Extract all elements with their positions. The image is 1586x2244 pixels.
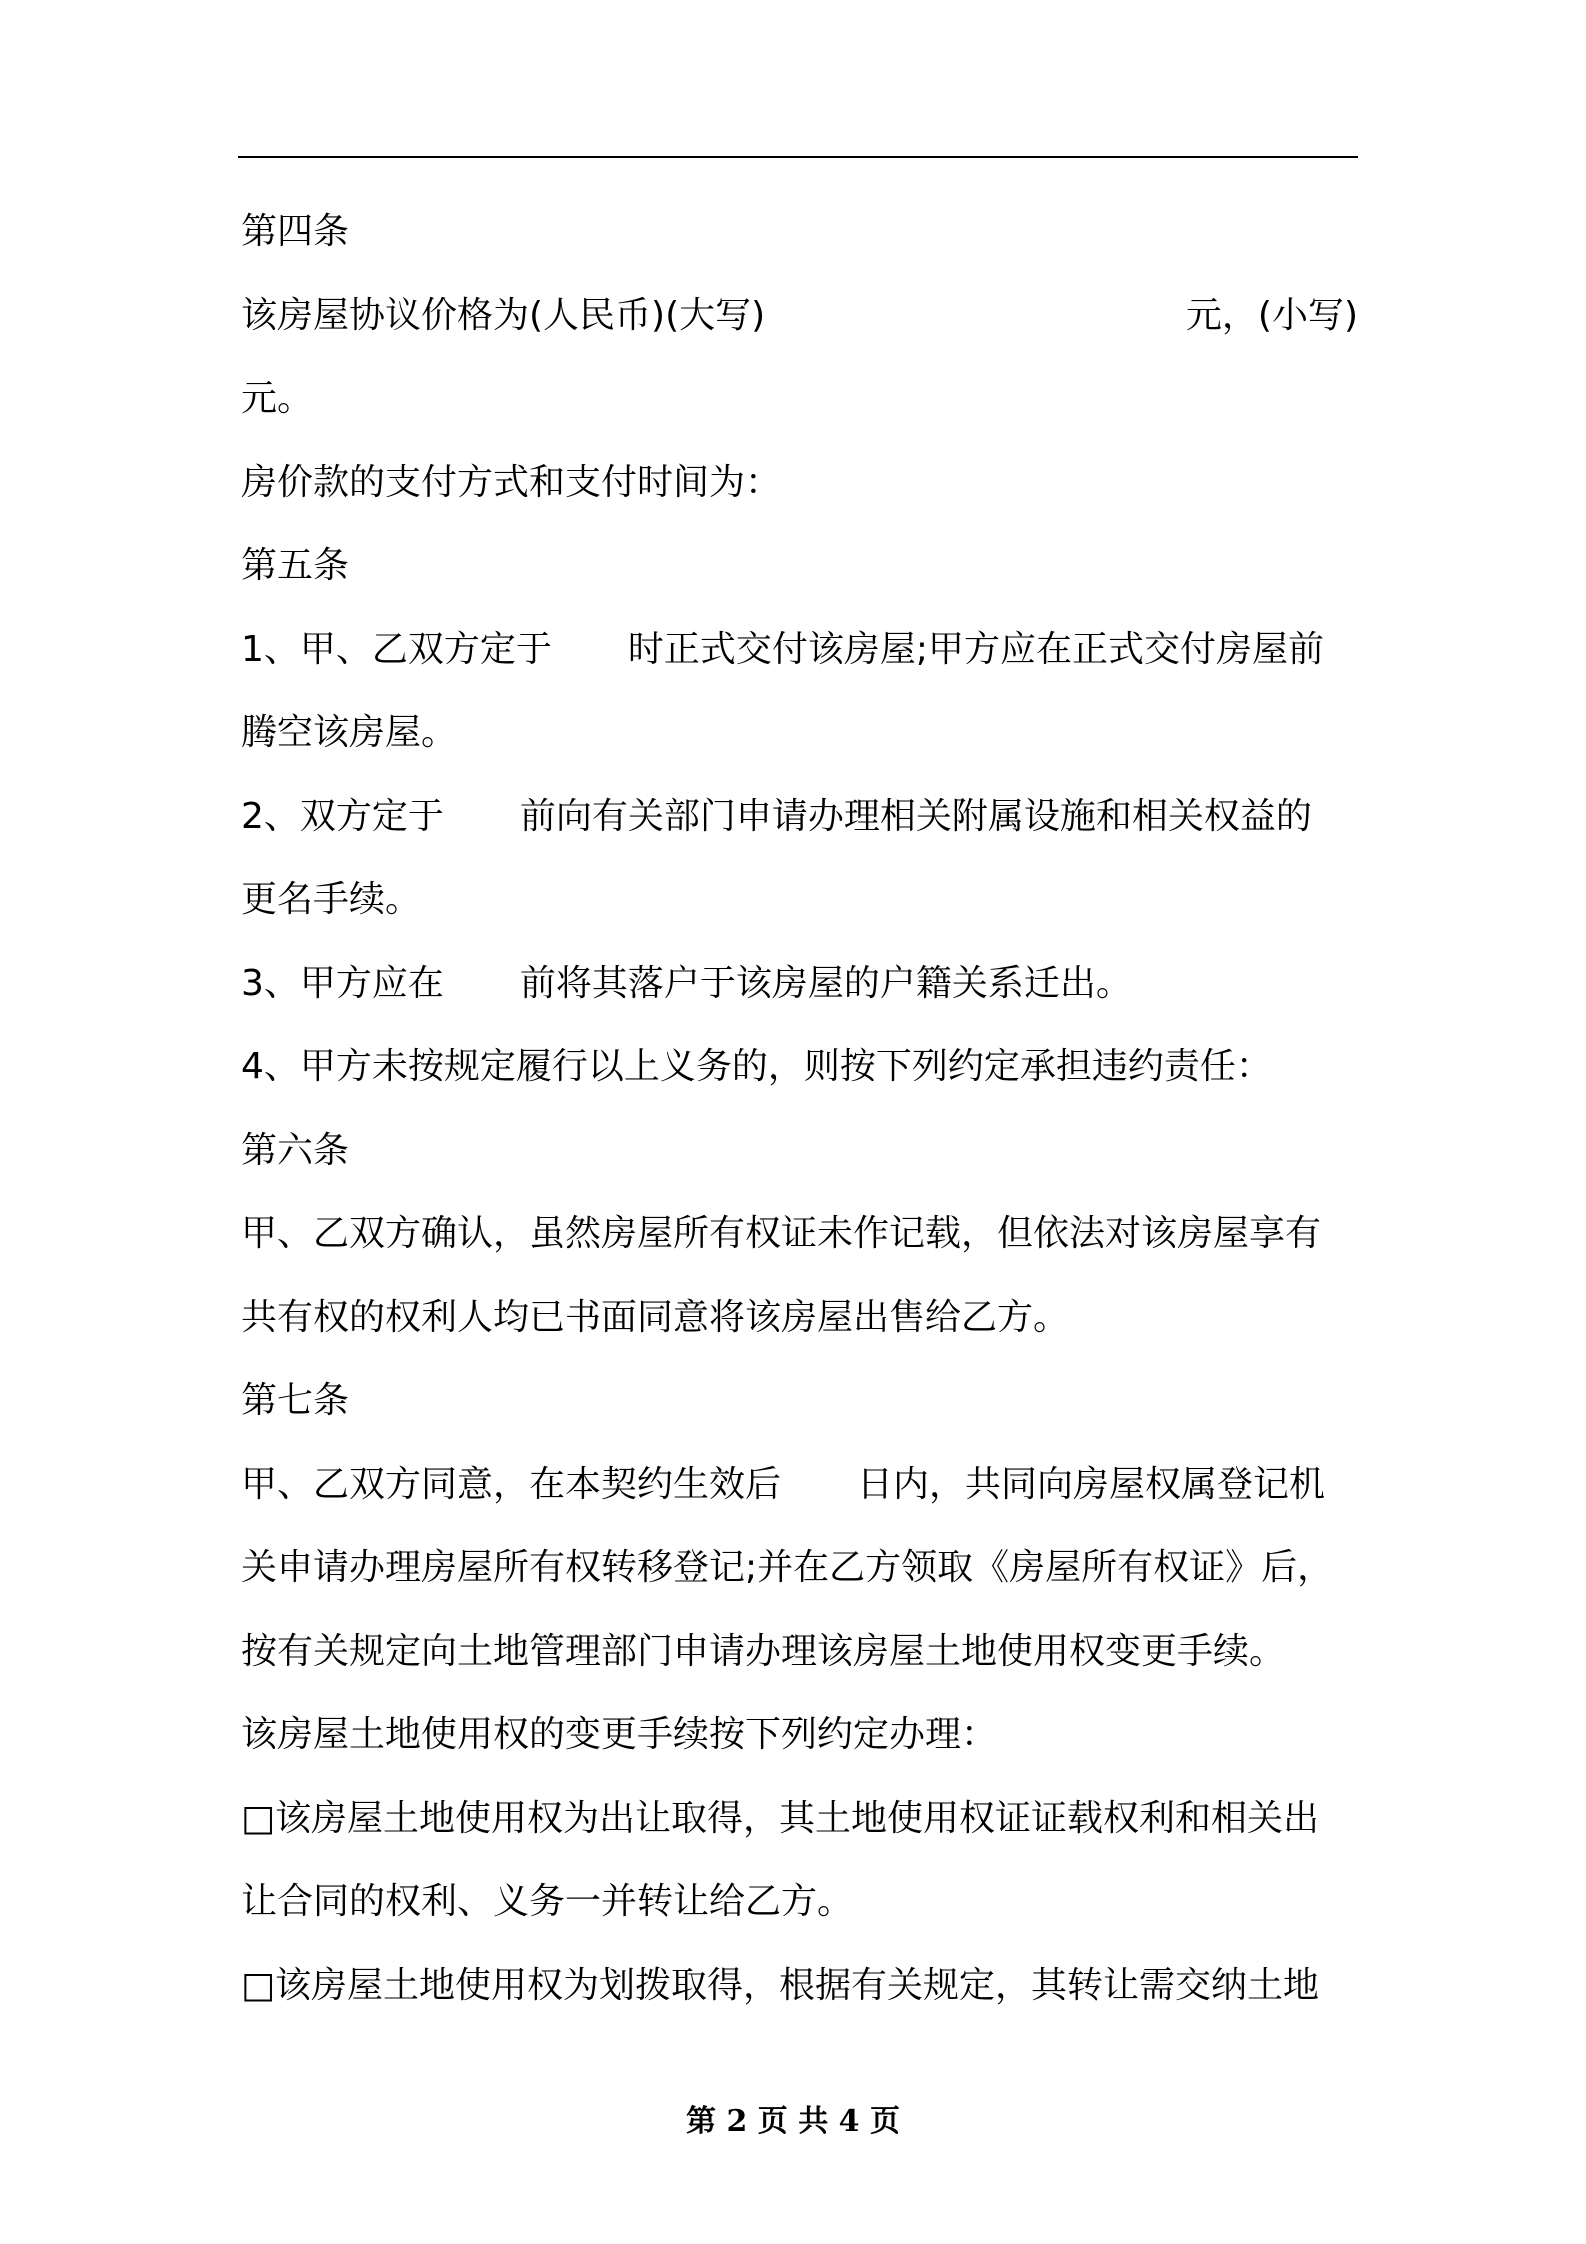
clause-5-1-start: 1、甲、乙双方定于	[241, 628, 552, 670]
option-transfer-continued: 让合同的权利、义务一并转让给乙方。	[241, 1881, 854, 1922]
article-7-end: 日内，共同向房屋权属登记机	[857, 1463, 1326, 1505]
clause-5-2-end: 前向有关部门申请办理相关附属设施和相关权益的	[519, 795, 1312, 837]
land-use-procedure-line: 该房屋土地使用权的变更手续按下列约定办理：	[241, 1714, 998, 1755]
article-7-line-2: 关申请办理房屋所有权转移登记;并在乙方领取《房屋所有权证》后，	[241, 1547, 1334, 1588]
price-line-end: 元。	[241, 378, 314, 419]
clause-5-3-line	[241, 942, 1358, 1026]
clause-5-2-line	[241, 775, 1358, 859]
option-allocation-line: □该房屋土地使用权为划拨取得，根据有关规定，其转让需交纳土地	[241, 1964, 1320, 2006]
price-text-uppercase: 该房屋协议价格为(人民币)(大写)	[241, 294, 766, 336]
article-7-start: 甲、乙双方同意，在本契约生效后	[241, 1463, 782, 1505]
article-6-text-continued: 共有权的权利人均已书面同意将该房屋出售给乙方。	[241, 1296, 1070, 1338]
article-6-text: 甲、乙双方确认，虽然房屋所有权证未作记载，但依法对该房屋享有	[241, 1213, 1322, 1254]
header-rule	[238, 156, 1358, 158]
document-body	[241, 190, 1358, 2027]
clause-5-4-line: 4、甲方未按规定履行以上义务的，则按下列约定承担违约责任：	[241, 1046, 1272, 1087]
price-text-lowercase: 元，(小写)	[1185, 294, 1358, 336]
price-line	[241, 274, 1358, 358]
article-7-line-3: 按有关规定向土地管理部门申请办理该房屋土地使用权变更手续。	[241, 1630, 1286, 1672]
payment-method-line: 房价款的支付方式和支付时间为：	[241, 461, 782, 503]
article-5-heading: 第五条	[241, 545, 350, 586]
page-number: 第 2 页 共 4 页	[686, 2104, 900, 2139]
article-7-line-1	[241, 1443, 1358, 1527]
article-7-heading: 第七条	[241, 1380, 350, 1421]
clause-5-1-line	[241, 608, 1358, 692]
clause-5-2-continued: 更名手续。	[241, 879, 422, 920]
article-4-heading: 第四条	[241, 211, 350, 252]
clause-5-3-end: 前将其落户于该房屋的户籍关系迁出。	[519, 962, 1132, 1004]
clause-5-1-end: 时正式交付该房屋;甲方应在正式交付房屋前	[627, 628, 1325, 670]
option-transfer-line: □该房屋土地使用权为出让取得，其土地使用权证证载权利和相关出	[241, 1797, 1320, 1839]
clause-5-3-start: 3、甲方应在	[241, 962, 444, 1004]
clause-5-1-continued: 腾空该房屋。	[241, 712, 458, 753]
clause-5-2-start: 2、双方定于	[241, 795, 444, 837]
article-6-heading: 第六条	[241, 1129, 350, 1171]
